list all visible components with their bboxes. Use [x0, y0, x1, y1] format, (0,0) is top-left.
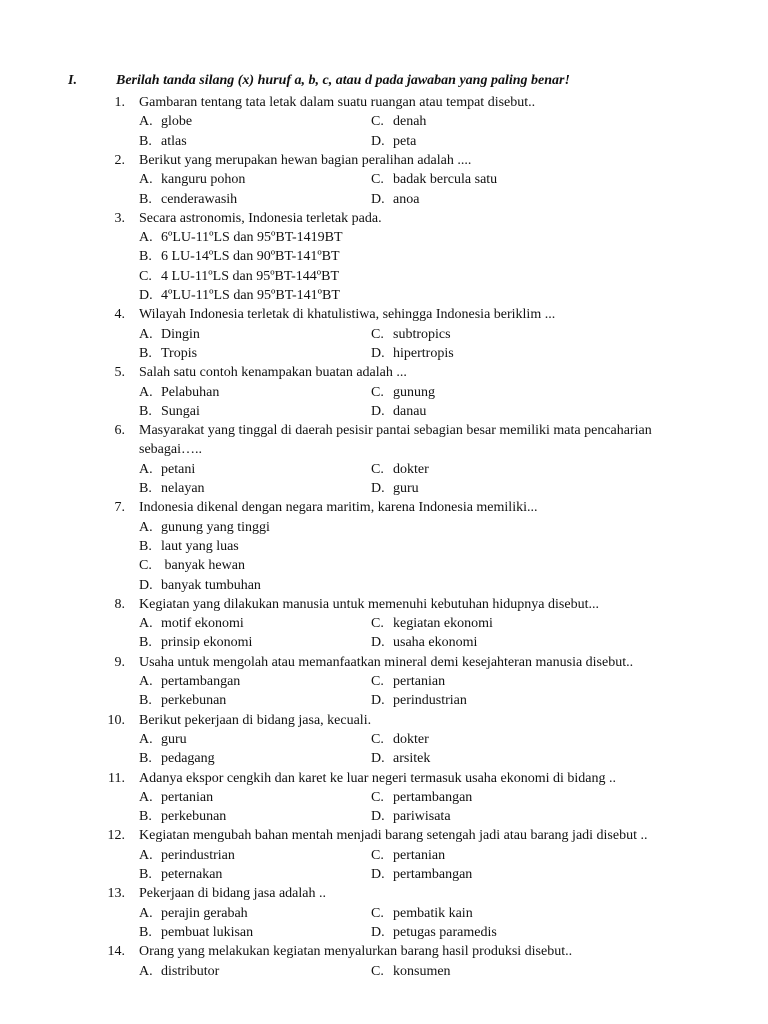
answer-option — [371, 383, 435, 402]
option-text: anoa — [393, 191, 420, 207]
answer-option — [139, 112, 192, 131]
option-text: Pelabuhan — [161, 384, 220, 400]
question-number: 7. — [114, 500, 125, 516]
question-text: Pekerjaan di bidang jasa adalah .. — [139, 886, 326, 902]
answer-option — [371, 730, 429, 749]
option-letter: C. — [371, 384, 384, 400]
option-letter: B. — [139, 403, 152, 419]
option-letter: D. — [371, 924, 385, 940]
option-letter: A. — [139, 963, 153, 979]
answer-option — [139, 691, 226, 710]
option-letter: B. — [139, 693, 152, 709]
option-text: banyak tumbuhan — [161, 577, 261, 593]
answer-option — [139, 865, 222, 884]
question-number: 10. — [107, 712, 125, 728]
option-text: Sungai — [161, 403, 200, 419]
answer-option — [371, 190, 419, 209]
option-text: 6ºLU-11ºLS dan 95ºBT-1419BT — [161, 230, 343, 246]
option-letter: C. — [139, 268, 152, 284]
answer-option — [139, 730, 187, 749]
answer-option — [371, 846, 445, 865]
option-text: prinsip ekonomi — [161, 635, 253, 651]
option-letter: C. — [371, 847, 384, 863]
question-number: 5. — [114, 365, 125, 381]
option-letter: B. — [139, 924, 152, 940]
option-text: gunung — [393, 384, 435, 400]
answer-option — [139, 614, 244, 633]
section-number: I. — [68, 73, 77, 88]
answer-option — [139, 190, 237, 209]
question-number: 2. — [114, 152, 125, 168]
answer-option — [371, 402, 426, 421]
option-text: badak bercula satu — [393, 172, 498, 188]
answer-option — [139, 672, 240, 691]
option-letter: D. — [371, 693, 385, 709]
answer-option — [139, 344, 197, 363]
option-text: 6 LU-14ºLS dan 90ºBT-141ºBT — [161, 249, 340, 265]
option-letter: C. — [371, 326, 384, 342]
option-text: guru — [161, 731, 187, 747]
answer-option — [371, 614, 493, 633]
answer-option — [371, 962, 451, 981]
answer-option — [139, 383, 219, 402]
option-text: pertanian — [393, 674, 446, 689]
answer-option — [139, 749, 215, 768]
option-text: pertanian — [393, 847, 446, 863]
option-text: danau — [393, 403, 427, 419]
answer-option — [139, 170, 245, 189]
answer-option — [371, 672, 445, 691]
option-letter: A. — [139, 616, 153, 632]
question-number: 12. — [107, 828, 125, 844]
option-text: banyak hewan — [161, 558, 245, 574]
option-text: dokter — [393, 461, 429, 477]
option-text: kegiatan ekonomi — [393, 616, 493, 632]
question-number: 13. — [107, 886, 125, 902]
answer-option — [139, 460, 195, 479]
answer-option — [139, 788, 213, 807]
option-letter: B. — [139, 249, 152, 265]
answer-option — [139, 807, 226, 826]
option-letter: A. — [139, 789, 153, 805]
option-letter: C. — [371, 789, 384, 805]
answer-option — [139, 537, 239, 556]
option-letter: C. — [371, 963, 384, 979]
option-text: pertanian — [161, 789, 214, 805]
option-text: peternakan — [161, 867, 223, 882]
question-number: 14. — [107, 944, 125, 960]
option-letter: C. — [371, 172, 384, 188]
option-letter: D. — [371, 809, 385, 825]
option-text: dokter — [393, 731, 429, 747]
answer-option — [139, 904, 248, 923]
question-number: 3. — [114, 210, 125, 226]
option-letter: A. — [139, 674, 153, 689]
answer-option — [139, 132, 187, 151]
option-text: usaha ekonomi — [393, 635, 478, 651]
section-instruction: Berilah tanda silang (x) huruf a, b, c, atau d pada jawaban yang paling benar! — [116, 73, 570, 88]
option-text: distributor — [161, 963, 220, 979]
option-letter: B. — [139, 133, 152, 149]
question-number: 4. — [114, 307, 125, 323]
answer-option — [371, 344, 454, 363]
option-letter: B. — [139, 867, 152, 882]
answer-option — [371, 170, 497, 189]
option-letter: C. — [371, 461, 384, 477]
option-letter: D. — [371, 403, 385, 419]
question-text: Kegiatan yang dilakukan manusia untuk memenuhi kebutuhan hidupnya disebut... — [139, 596, 599, 612]
option-letter: C. — [371, 731, 384, 747]
option-letter: B. — [139, 481, 152, 496]
option-text: globe — [161, 114, 193, 130]
option-text: pariwisata — [393, 809, 451, 825]
answer-option — [371, 325, 451, 344]
answer-option — [139, 576, 261, 595]
option-letter: C. — [371, 674, 384, 689]
option-text: pertambangan — [393, 867, 473, 882]
option-letter: A. — [139, 172, 153, 188]
answer-option — [371, 132, 416, 151]
option-letter: A. — [139, 847, 153, 863]
answer-option — [371, 904, 473, 923]
option-text: nelayan — [161, 481, 205, 496]
option-text: perajin gerabah — [161, 905, 248, 921]
option-text: subtropics — [393, 326, 451, 342]
option-text: 4 LU-11ºLS dan 95ºBT-144ºBT — [161, 268, 340, 284]
answer-option — [371, 633, 477, 652]
answer-option — [139, 479, 205, 498]
option-text: petani — [161, 461, 196, 477]
option-text: pedagang — [161, 751, 215, 767]
answer-option — [139, 923, 253, 942]
answer-option — [371, 865, 472, 884]
question-text: Orang yang melakukan kegiatan menyalurkan barang hasil produksi disebut.. — [139, 944, 573, 960]
option-letter: C. — [371, 616, 384, 632]
answer-option — [371, 923, 497, 942]
answer-option — [139, 962, 219, 981]
option-letter: D. — [139, 577, 153, 593]
option-letter: C. — [139, 558, 152, 574]
answer-option — [371, 691, 467, 710]
question-text: Wilayah Indonesia terletak di khatulistiwa, sehingga Indonesia beriklim ... — [139, 307, 556, 323]
option-text: 4ºLU-11ºLS dan 95ºBT-141ºBT — [161, 288, 340, 303]
answer-option — [371, 479, 419, 498]
option-text: atlas — [161, 133, 187, 149]
option-letter: A. — [139, 461, 153, 477]
option-text: pembatik kain — [393, 905, 473, 921]
question-number: 1. — [114, 95, 125, 110]
option-letter: D. — [371, 133, 385, 149]
answer-option — [139, 402, 200, 421]
question-text: Berikut pekerjaan di bidang jasa, kecuali. — [139, 712, 372, 728]
option-letter: D. — [371, 635, 385, 651]
option-letter: A. — [139, 114, 153, 130]
answer-option — [371, 788, 472, 807]
option-letter: B. — [139, 191, 152, 207]
option-letter: A. — [139, 384, 153, 400]
option-text: kanguru pohon — [161, 172, 246, 188]
question-number: 6. — [114, 423, 125, 439]
option-text: gunung yang tinggi — [161, 519, 270, 535]
option-letter: B. — [139, 538, 152, 554]
question-text: Berikut yang merupakan hewan bagian peralihan adalah .... — [139, 152, 472, 168]
question-text: Adanya ekspor cengkih dan karet ke luar negeri termasuk usaha ekonomi di bidang .. — [139, 770, 617, 786]
option-text: perindustrian — [161, 847, 235, 863]
option-text: pembuat lukisan — [161, 924, 254, 940]
question-text: Kegiatan mengubah bahan mentah menjadi barang setengah jadi atau barang jadi disebut .. — [139, 828, 648, 844]
answer-option — [371, 749, 430, 768]
answer-option — [139, 286, 340, 305]
option-text: perkebunan — [161, 809, 227, 825]
option-text: laut yang luas — [161, 538, 239, 554]
option-letter: B. — [139, 635, 152, 651]
answer-option — [139, 325, 200, 344]
question-text: Gambaran tentang tata letak dalam suatu ruangan atau tempat disebut.. — [139, 95, 536, 110]
answer-option — [139, 556, 245, 575]
option-text: guru — [393, 481, 419, 496]
answer-option — [371, 112, 426, 131]
option-letter: A. — [139, 731, 153, 747]
option-letter: A. — [139, 230, 153, 246]
question-number: 11. — [108, 770, 125, 786]
option-letter: D. — [371, 751, 385, 767]
question-number: 9. — [114, 654, 125, 670]
answer-option — [371, 807, 451, 826]
option-text: konsumen — [393, 963, 451, 979]
answer-option — [139, 267, 339, 286]
option-letter: D. — [371, 191, 385, 207]
option-letter: D. — [371, 481, 385, 496]
option-letter: B. — [139, 809, 152, 825]
answer-option — [139, 846, 235, 865]
question-text: sebagai….. — [139, 442, 202, 458]
option-letter: A. — [139, 519, 153, 535]
option-text: Dingin — [161, 326, 200, 342]
option-letter: D. — [371, 867, 385, 882]
question-text: Indonesia dikenal dengan negara maritim, karena Indonesia memiliki... — [139, 500, 538, 516]
question-text: Usaha untuk mengolah atau memanfaatkan mineral demi kesejahteran manusia disebut.. — [139, 654, 634, 670]
question-text: Salah satu contoh kenampakan buatan adalah ... — [139, 365, 407, 381]
option-text: hipertropis — [393, 345, 454, 361]
option-text: denah — [393, 114, 427, 130]
option-text: peta — [393, 133, 417, 149]
option-text: arsitek — [393, 751, 431, 767]
option-text: motif ekonomi — [161, 616, 244, 632]
answer-option — [371, 460, 429, 479]
option-letter: A. — [139, 326, 153, 342]
answer-option — [139, 247, 340, 266]
option-letter: B. — [139, 751, 152, 767]
question-text: Masyarakat yang tinggal di daerah pesisir pantai sebagian besar memiliki mata pencaharian — [139, 423, 652, 439]
option-text: petugas paramedis — [393, 924, 497, 940]
answer-option — [139, 518, 270, 537]
option-letter: D. — [139, 288, 153, 303]
option-text: cenderawasih — [161, 191, 238, 207]
option-text: pertambangan — [393, 789, 473, 805]
option-letter: B. — [139, 345, 152, 361]
option-text: perindustrian — [393, 693, 467, 709]
question-text: Secara astronomis, Indonesia terletak pada. — [139, 210, 382, 226]
option-letter: C. — [371, 905, 384, 921]
option-letter: C. — [371, 114, 384, 130]
option-text: pertambangan — [161, 674, 241, 689]
answer-option — [139, 633, 252, 652]
question-number: 8. — [114, 596, 125, 612]
option-letter: A. — [139, 905, 153, 921]
option-text: Tropis — [161, 345, 198, 361]
option-text: perkebunan — [161, 693, 227, 709]
answer-option — [139, 228, 343, 247]
option-letter: D. — [371, 345, 385, 361]
